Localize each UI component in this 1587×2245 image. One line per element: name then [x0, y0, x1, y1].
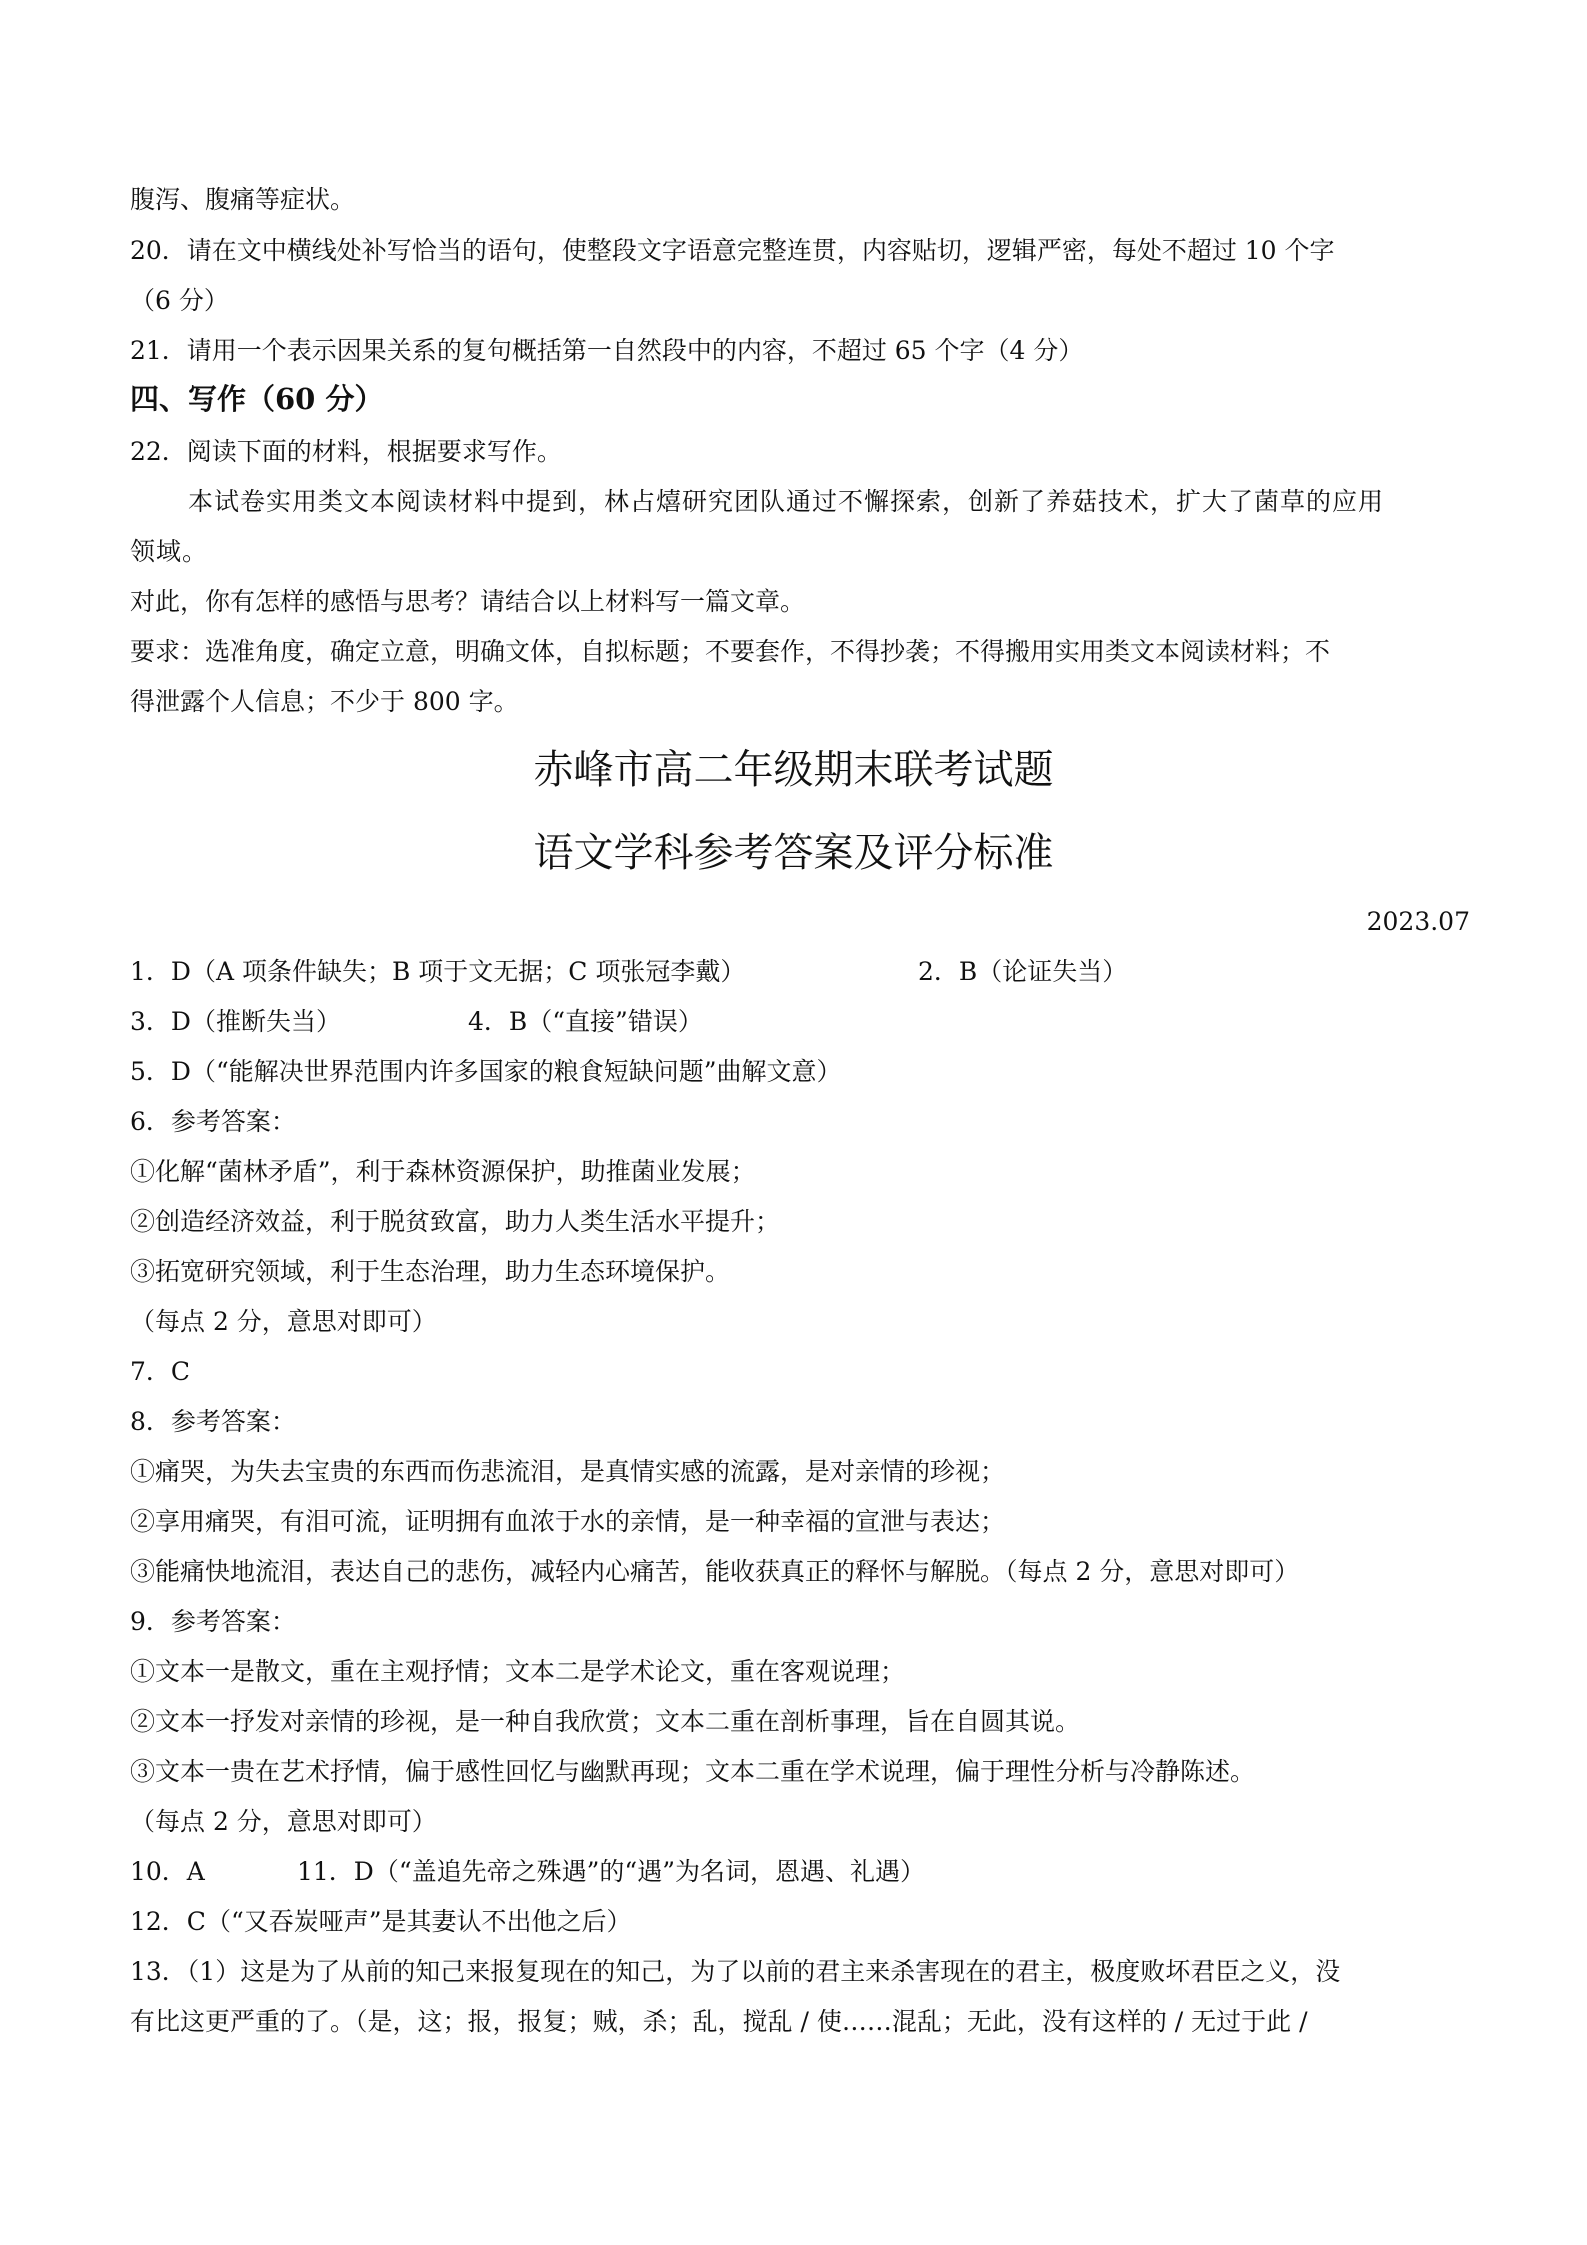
answer-3: 3．D（推断失当） [130, 1007, 341, 1036]
answer-8-point: ②享用痛哭，有泪可流，证明拥有血浓于水的亲情，是一种幸福的宣泄与表达； [130, 1507, 1006, 1536]
answer-13: 13．（1）这是为了从前的知己来报复现在的知己，为了以前的君主来杀害现在的君主，极度败坏君臣之义，没 [130, 1957, 1341, 1986]
answer-9-point: ②文本一抒发对亲情的珍视，是一种自我欣赏；文本二重在剖析事理，旨在自圆其说。 [130, 1707, 1081, 1736]
material-text: 本试卷实用类文本阅读材料中提到，林占熺研究团队通过不懈探索，创新了养菇技术，扩大了菌草的应用 [188, 487, 1385, 516]
answer-6-point: ②创造经济效益，利于脱贫致富，助力人类生活水平提升； [130, 1207, 781, 1236]
answer-1: 1．D（A 项条件缺失；B 项于文无据；C 项张冠李戴） [130, 957, 746, 986]
answer-11: 11．D（“盖追先帝之殊遇”的“遇”为名词，恩遇、礼遇） [297, 1857, 925, 1886]
scoring-note: （每点 2 分，意思对即可） [130, 1807, 437, 1836]
writing-prompt: 对此，你有怎样的感悟与思考？请结合以上材料写一篇文章。 [130, 587, 806, 616]
section-heading-writing: 四、写作（60 分） [130, 382, 384, 416]
scoring-note: （每点 2 分，意思对即可） [130, 1307, 437, 1336]
question-22: 22．阅读下面的材料，根据要求写作。 [130, 437, 562, 466]
answer-13: 有比这更严重的了。（是，这；报，报复；贼，杀；乱，搅乱 / 使……混乱；无此，没有这样的 / 无过于此 / [130, 2007, 1308, 2036]
writing-requirements: 得泄露个人信息；不少于 800 字。 [130, 687, 519, 716]
question-20-score: （6 分） [130, 286, 229, 315]
answer-6-point: ③拓宽研究领域，利于生态治理，助力生态环境保护。 [130, 1257, 731, 1286]
answer-7: 7．C [130, 1357, 191, 1386]
answer-key-title: 语文学科参考答案及评分标准 [533, 830, 1054, 876]
material-text: 领域。 [130, 537, 209, 566]
answer-9: 9．参考答案： [130, 1607, 296, 1636]
answer-5: 5．D（“能解决世界范围内许多国家的粮食短缺问题”曲解文意） [130, 1057, 842, 1086]
text-line: 腹泻、腹痛等症状。 [130, 185, 356, 214]
answer-9-point: ①文本一是散文，重在主观抒情；文本二是学术论文，重在客观说理； [130, 1657, 906, 1686]
answer-8-point: ③能痛快地流泪，表达自己的悲伤，减轻内心痛苦，能收获真正的释怀与解脱。（每点 2 分，意思对即可） [130, 1557, 1300, 1586]
answer-10: 10．A [130, 1857, 205, 1886]
answer-6-point: ①化解“菌林矛盾”，利于森林资源保护，助推菌业发展； [130, 1157, 756, 1186]
answer-2: 2．B（论证失当） [918, 957, 1128, 986]
answer-9-point: ③文本一贵在艺术抒情，偏于感性回忆与幽默再现；文本二重在学术说理，偏于理性分析与冷静陈述。 [130, 1757, 1256, 1786]
question-21: 21．请用一个表示因果关系的复句概括第一自然段中的内容，不超过 65 个字（4 分） [130, 336, 1084, 365]
answer-8-point: ①痛哭，为失去宝贵的东西而伤悲流泪，是真情实感的流露，是对亲情的珍视； [130, 1457, 1006, 1486]
exam-date: 2023.07 [1366, 907, 1470, 936]
answer-8: 8．参考答案： [130, 1407, 296, 1436]
answer-4: 4．B（“直接”错误） [468, 1007, 703, 1036]
writing-requirements: 要求：选准角度，确定立意，明确文体，自拟标题；不要套作，不得抄袭；不得搬用实用类文本阅读材料；不 [130, 637, 1331, 666]
question-20: 20．请在文中横线处补写恰当的语句，使整段文字语意完整连贯，内容贴切，逻辑严密，每处不超过 10 个字 [130, 236, 1335, 265]
answer-12: 12．C（“又吞炭哑声”是其妻认不出他之后） [130, 1907, 632, 1936]
answer-6: 6．参考答案： [130, 1107, 296, 1136]
exam-title: 赤峰市高二年级期末联考试题 [533, 747, 1054, 793]
